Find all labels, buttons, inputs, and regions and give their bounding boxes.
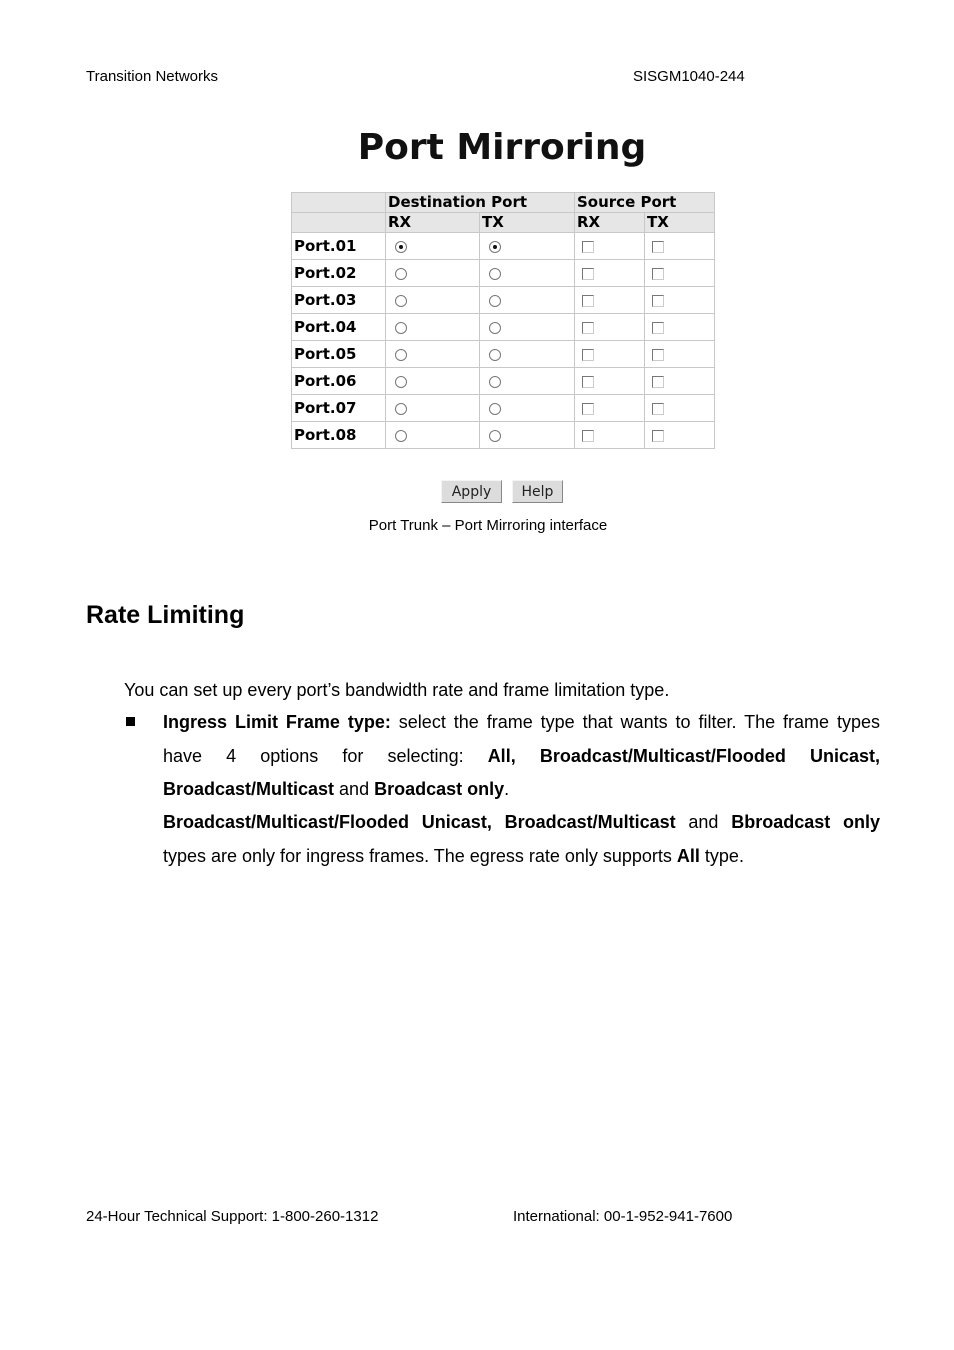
- src-tx-cell: [645, 287, 715, 314]
- bullet-square-icon: [126, 717, 135, 726]
- dest-tx-radio[interactable]: [489, 376, 501, 388]
- subheader-src-tx: TX: [645, 213, 715, 233]
- src-rx-cell: [575, 233, 645, 260]
- dest-tx-radio[interactable]: [489, 349, 501, 361]
- dest-tx-radio[interactable]: [489, 268, 501, 280]
- port-label: Port.02: [292, 260, 386, 287]
- figure-caption: Port Trunk – Port Mirroring interface: [368, 517, 608, 534]
- dest-rx-radio[interactable]: [395, 430, 407, 442]
- text-segment: select the frame type that wants to filter. The frame types have 4 options for selecting:: [163, 712, 880, 766]
- dest-tx-radio[interactable]: [489, 241, 501, 253]
- text-segment: and: [334, 779, 375, 799]
- term-bbroadcast-only: Bbroadcast only: [731, 812, 880, 832]
- dest-rx-cell: [386, 368, 480, 395]
- subheader-dest-rx: RX: [386, 213, 480, 233]
- term-all: All: [676, 845, 700, 866]
- port-mirroring-title: Port Mirroring: [357, 127, 647, 168]
- dest-rx-radio[interactable]: [395, 403, 407, 415]
- port-label: Port.05: [292, 341, 386, 368]
- table-row: [292, 314, 715, 341]
- term-broadcast-only: Broadcast only: [374, 779, 505, 799]
- source-rx-checkbox[interactable]: [582, 376, 594, 388]
- src-rx-cell: [575, 287, 645, 314]
- src-tx-cell: [645, 260, 715, 287]
- source-tx-checkbox[interactable]: [652, 376, 664, 388]
- source-tx-checkbox[interactable]: [652, 241, 664, 253]
- src-rx-cell: [575, 341, 645, 368]
- source-rx-checkbox[interactable]: [582, 241, 594, 253]
- dest-tx-cell: [480, 368, 575, 395]
- dest-rx-radio[interactable]: [395, 241, 407, 253]
- help-button[interactable]: Help: [512, 480, 563, 503]
- port-label: Port.06: [292, 368, 386, 395]
- text-segment: .: [504, 779, 510, 799]
- dest-tx-radio[interactable]: [489, 403, 501, 415]
- dest-rx-cell: [386, 422, 480, 449]
- term-ingress-limit: Ingress Limit Frame type:: [163, 712, 391, 732]
- header-source-port: Source Port: [575, 193, 715, 213]
- header-company: Transition Networks: [86, 68, 218, 85]
- dest-tx-cell: [480, 395, 575, 422]
- source-tx-checkbox[interactable]: [652, 430, 664, 442]
- port-label: Port.08: [292, 422, 386, 449]
- dest-tx-cell: [480, 287, 575, 314]
- src-rx-cell: [575, 395, 645, 422]
- port-mirroring-table: [291, 192, 715, 449]
- src-tx-cell: [645, 314, 715, 341]
- port-label: Port.07: [292, 395, 386, 422]
- dest-rx-radio[interactable]: [395, 376, 407, 388]
- table-row: [292, 368, 715, 395]
- src-tx-cell: [645, 422, 715, 449]
- dest-rx-cell: [386, 314, 480, 341]
- port-label: Port.03: [292, 287, 386, 314]
- footer-international: International: 00-1-952-941-7600: [513, 1208, 733, 1225]
- apply-button[interactable]: Apply: [441, 480, 502, 503]
- source-tx-checkbox[interactable]: [652, 403, 664, 415]
- text-segment: [516, 746, 540, 766]
- src-rx-cell: [575, 422, 645, 449]
- src-tx-cell: [645, 341, 715, 368]
- table-row: [292, 260, 715, 287]
- source-rx-checkbox[interactable]: [582, 268, 594, 280]
- paragraph-ingress-note: [163, 806, 880, 873]
- source-rx-checkbox[interactable]: [582, 349, 594, 361]
- dest-tx-cell: [480, 422, 575, 449]
- source-tx-checkbox[interactable]: [652, 268, 664, 280]
- dest-tx-cell: [480, 260, 575, 287]
- text-segment: type.: [699, 845, 744, 866]
- subheader-blank-cell: [292, 213, 386, 233]
- dest-rx-cell: [386, 287, 480, 314]
- text-segment: types are only for ingress frames. The egress rate only supports: [163, 845, 677, 866]
- term-ingress-types: Broadcast/Multicast/Flooded Unicast, Broadcast/Multicast: [163, 812, 676, 832]
- subheader-dest-tx: TX: [480, 213, 575, 233]
- source-rx-checkbox[interactable]: [582, 295, 594, 307]
- source-tx-checkbox[interactable]: [652, 349, 664, 361]
- source-tx-checkbox[interactable]: [652, 322, 664, 334]
- source-rx-checkbox[interactable]: [582, 322, 594, 334]
- src-rx-cell: [575, 260, 645, 287]
- table-row: [292, 341, 715, 368]
- dest-rx-cell: [386, 233, 480, 260]
- src-tx-cell: [645, 395, 715, 422]
- source-rx-checkbox[interactable]: [582, 430, 594, 442]
- table-header-row: [292, 193, 715, 213]
- source-tx-checkbox[interactable]: [652, 295, 664, 307]
- intro-text: You can set up every port’s bandwidth rate and frame limitation type.: [124, 680, 670, 700]
- src-rx-cell: [575, 314, 645, 341]
- table-row: [292, 395, 715, 422]
- table-row: [292, 422, 715, 449]
- table-row: [292, 287, 715, 314]
- source-rx-checkbox[interactable]: [582, 403, 594, 415]
- header-blank-cell: [292, 193, 386, 213]
- dest-rx-radio[interactable]: [395, 268, 407, 280]
- term-options: Broadcast/Multicast/Flooded Unicast, Broadcast/Multicast: [163, 745, 880, 799]
- dest-rx-cell: [386, 341, 480, 368]
- table-row: [292, 233, 715, 260]
- src-rx-cell: [575, 368, 645, 395]
- subheader-src-rx: RX: [575, 213, 645, 233]
- header-destination-port: Destination Port: [386, 193, 575, 213]
- dest-tx-cell: [480, 233, 575, 260]
- src-tx-cell: [645, 368, 715, 395]
- term-all: All,: [487, 745, 516, 766]
- dest-rx-radio[interactable]: [395, 349, 407, 361]
- dest-tx-cell: [480, 314, 575, 341]
- src-tx-cell: [645, 233, 715, 260]
- dest-tx-radio[interactable]: [489, 295, 501, 307]
- dest-tx-radio[interactable]: [489, 430, 501, 442]
- dest-tx-cell: [480, 341, 575, 368]
- footer-support: 24-Hour Technical Support: 1-800-260-1312: [86, 1208, 379, 1225]
- section-title: Rate Limiting: [86, 601, 245, 629]
- dest-tx-radio[interactable]: [489, 322, 501, 334]
- port-label: Port.04: [292, 314, 386, 341]
- dest-rx-cell: [386, 395, 480, 422]
- paragraph-frame-type: [163, 706, 880, 807]
- port-label: Port.01: [292, 233, 386, 260]
- text-segment: and: [675, 812, 732, 832]
- table-subheader-row: [292, 213, 715, 233]
- dest-rx-cell: [386, 260, 480, 287]
- dest-rx-radio[interactable]: [395, 322, 407, 334]
- header-model: SISGM1040-244: [633, 68, 745, 85]
- dest-rx-radio[interactable]: [395, 295, 407, 307]
